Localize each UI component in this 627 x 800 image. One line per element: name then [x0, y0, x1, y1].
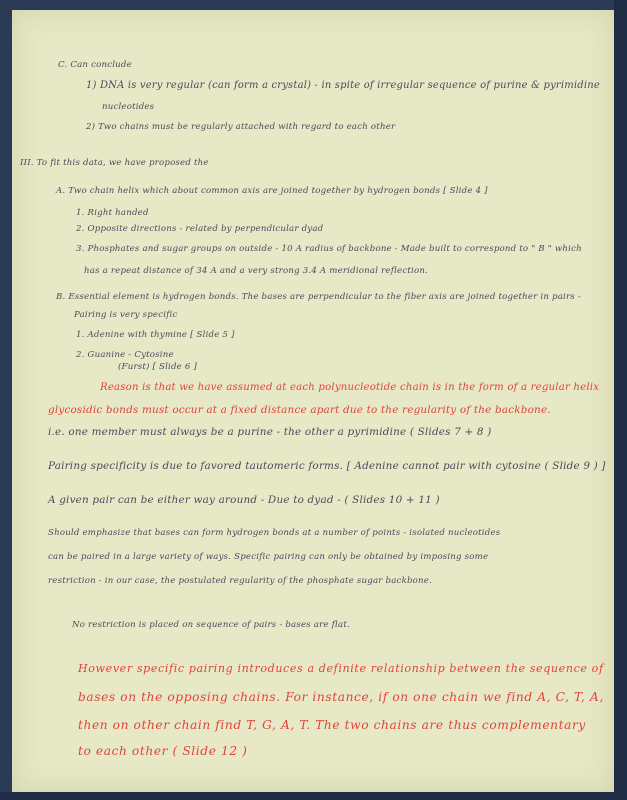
- text-line: 1. Adenine with thymine [ Slide 5 ]: [76, 330, 235, 340]
- text-line: bases on the opposing chains. For instance, if on one chain we find A, C, T, A,: [78, 690, 604, 704]
- text-line: restriction - in our case, the postulated regularity of the phosphate sugar backbone.: [48, 576, 433, 586]
- text-line: Pairing specificity is due to favored tautomeric forms. [ Adenine cannot pair with cytosine ( Slide 9 ) ]: [48, 460, 606, 472]
- text-line: Pairing is very specific: [74, 310, 178, 320]
- document-page: [12, 10, 614, 792]
- text-line: Should emphasize that bases can form hydrogen bonds at a number of points - isolated nucleotides: [48, 528, 501, 538]
- text-line: Reason is that we have assumed at each polynucleotide chain is in the form of a regular helix: [100, 382, 600, 393]
- text-line: can be paired in a large variety of ways. Specific pairing can only be obtained by imposing some: [48, 552, 489, 562]
- text-line: C. Can conclude: [58, 60, 132, 70]
- background-edge-bottom: [0, 792, 627, 800]
- text-line: (Furst) [ Slide 6 ]: [118, 362, 198, 372]
- text-line: 1. Right handed: [76, 208, 149, 218]
- text-line: glycosidic bonds must occur at a fixed distance apart due to the regularity of the backbone.: [48, 404, 551, 416]
- text-line: nucleotides: [102, 102, 155, 112]
- text-line: B. Essential element is hydrogen bonds. The bases are perpendicular to the fiber axis are joined together in pairs -: [56, 292, 581, 302]
- text-line: III. To fit this data, we have proposed the: [20, 158, 209, 168]
- text-line: 3. Phosphates and sugar groups on outside - 10 A radius of backbone - Made built to correspond to " B " which: [76, 244, 582, 254]
- text-line: A given pair can be either way around - Due to dyad - ( Slides 10 + 11 ): [48, 494, 440, 506]
- text-line: No restriction is placed on sequence of pairs - bases are flat.: [72, 620, 350, 630]
- text-line: to each other ( Slide 12 ): [78, 744, 248, 758]
- background-edge-right: [614, 0, 627, 800]
- text-line: has a repeat distance of 34 A and a very strong 3.4 A meridional reflection.: [84, 266, 428, 276]
- text-line: i.e. one member must always be a purine - the other a pyrimidine ( Slides 7 + 8 ): [48, 426, 492, 438]
- text-line: 1) DNA is very regular (can form a crystal) - in spite of irregular sequence of purine & pyrimidine: [86, 80, 600, 91]
- text-line: However specific pairing introduces a definite relationship between the sequence of: [78, 662, 604, 675]
- text-line: A. Two chain helix which about common axis are joined together by hydrogen bonds [ Slide 4 ]: [56, 186, 488, 196]
- text-line: 2) Two chains must be regularly attached with regard to each other: [86, 122, 396, 132]
- text-line: 2. Opposite directions - related by perpendicular dyad: [76, 224, 324, 234]
- text-line: then on other chain find T, G, A, T. The two chains are thus complementary: [78, 718, 586, 732]
- text-line: 2. Guanine - Cytosine: [76, 350, 174, 360]
